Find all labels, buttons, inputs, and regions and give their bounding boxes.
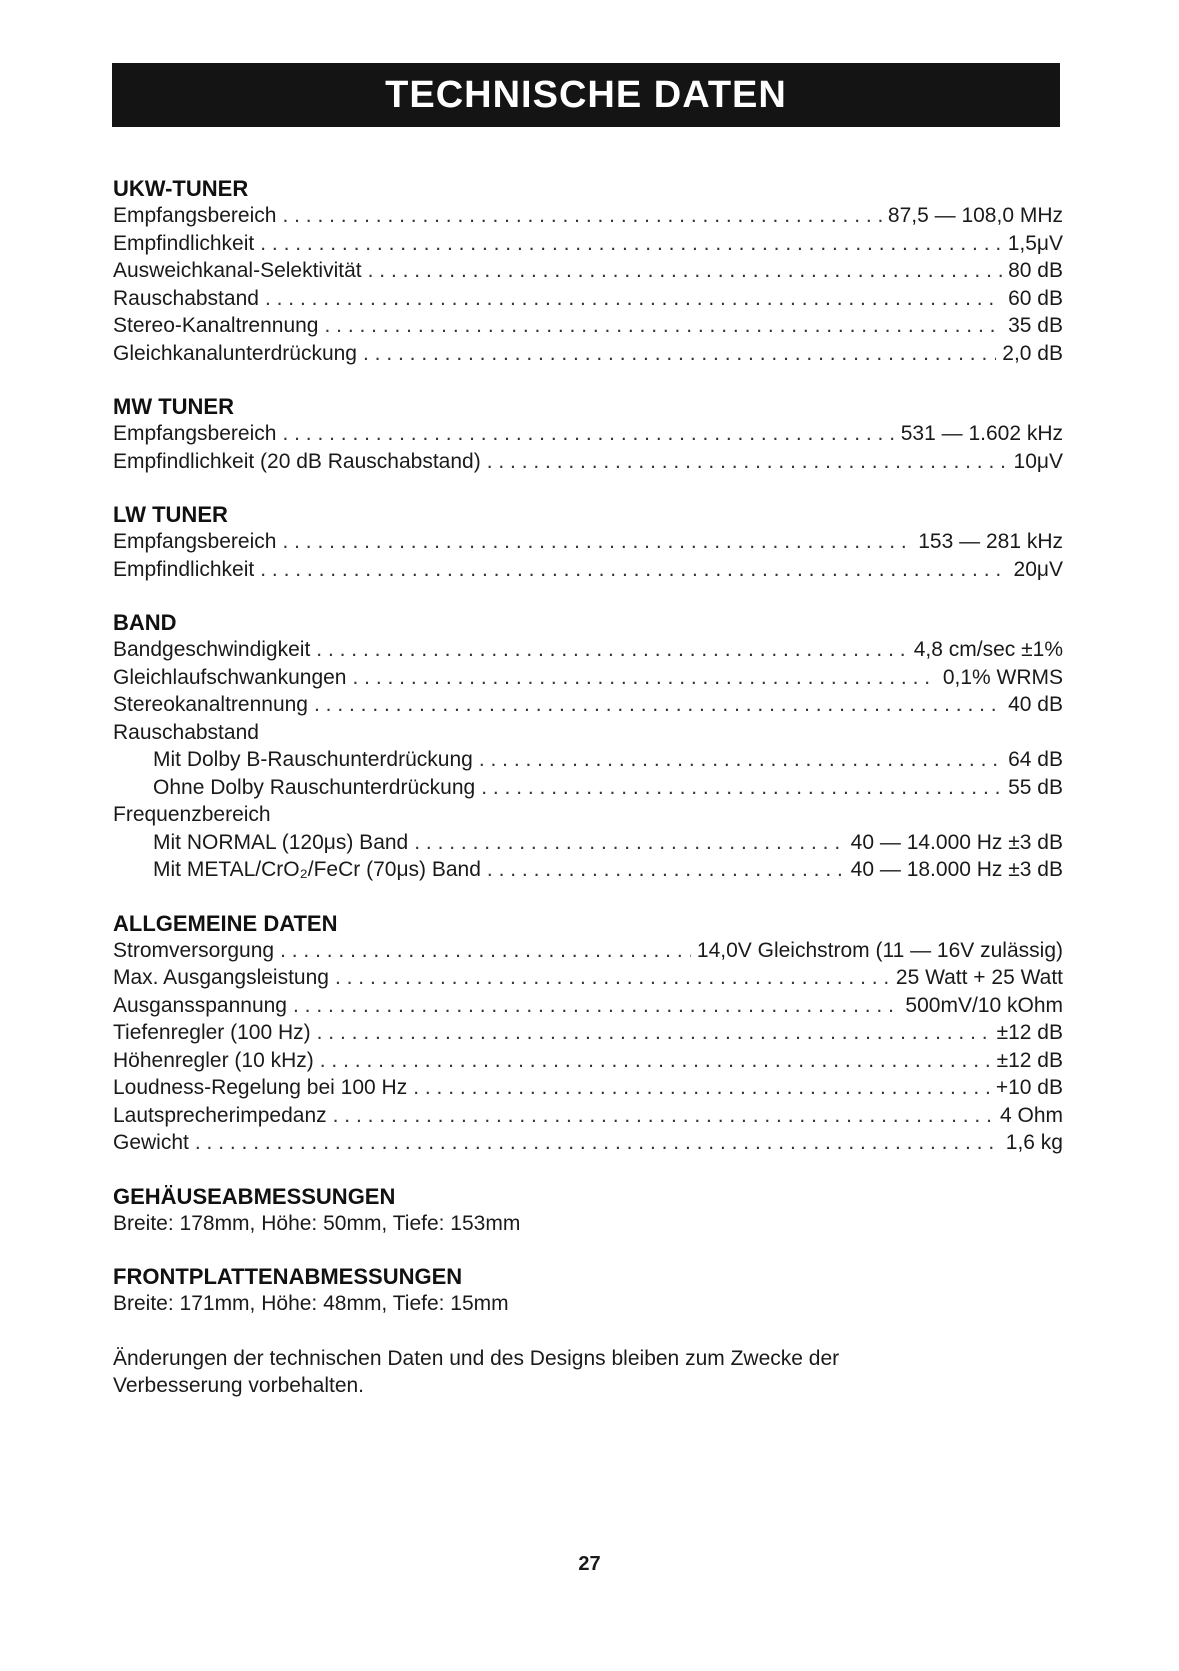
spec-value: 40 — 14.000 Hz ±3 dB: [850, 830, 1063, 854]
spec-row: [113, 556, 1063, 584]
dot-leader: [335, 964, 890, 992]
spec-row: [113, 230, 1063, 258]
spec-label: Mit Dolby B-Rauschunterdrückung: [153, 748, 473, 771]
dot-leader: [487, 448, 1008, 476]
spec-value: 4 Ohm: [999, 1103, 1063, 1127]
dot-leader: [195, 1129, 1000, 1157]
dot-leader: [280, 937, 691, 965]
spec-row: [113, 1129, 1063, 1157]
spec-row: [113, 202, 1063, 230]
dot-leader: [413, 1074, 990, 1102]
housing-dimensions: Breite: 178mm, Höhe: 50mm, Tiefe: 153mm: [113, 1211, 521, 1235]
spec-row: [113, 636, 1063, 664]
dot-leader: [260, 556, 1007, 584]
spec-value: 2,0 dB: [1002, 341, 1063, 365]
spec-value: 60 dB: [1008, 286, 1063, 310]
dot-leader: [363, 340, 996, 368]
spec-row: [113, 312, 1063, 340]
housing-heading: GEHÄUSEABMESSUNGEN: [113, 1183, 396, 1209]
spec-value: 80 dB: [1008, 259, 1063, 282]
spec-row: [113, 448, 1063, 476]
dot-leader: [481, 774, 1002, 802]
spec-value: 10μV: [1013, 449, 1063, 473]
spec-label: Rauschabstand: [113, 286, 259, 310]
spec-row: [113, 420, 1063, 448]
spec-section: [113, 176, 1063, 367]
spec-value: 4,8 cm/sec ±1%: [913, 638, 1063, 661]
disclaimer-note: Änderungen der technischen Daten und des Designs bleiben zum Zwecke der Verbesserung vorbehalten.: [113, 1346, 840, 1397]
spec-value: 0,1% WRMS: [942, 665, 1063, 689]
frontplate-dimensions: Breite: 171mm, Höhe: 48mm, Tiefe: 15mm: [113, 1292, 509, 1315]
section-heading: ALLGEMEINE DATEN: [113, 910, 338, 936]
spec-label: Stereo-Kanaltrennung: [113, 314, 319, 337]
spec-value: 1,5μV: [1007, 231, 1063, 255]
spec-section: [113, 911, 1063, 1157]
spec-value: 153 — 281 kHz: [918, 530, 1063, 553]
spec-row: [113, 1102, 1063, 1130]
housing-section: [113, 1184, 1063, 1238]
spec-row: [113, 340, 1063, 368]
dot-leader: [282, 202, 881, 230]
spec-row: [113, 774, 1063, 802]
dot-leader: [352, 664, 936, 692]
dot-leader: [333, 1102, 994, 1130]
spec-value: ±12 dB: [996, 1021, 1063, 1044]
spec-label: Ohne Dolby Rauschunterdrückung: [153, 775, 476, 799]
spec-row: [113, 285, 1063, 313]
spec-value: 55 dB: [1008, 775, 1063, 799]
spec-label: Loudness-Regelung bei 100 Hz: [113, 1076, 408, 1099]
dot-leader: [368, 257, 1002, 285]
spec-content: [113, 176, 1063, 1400]
spec-label: Empfindlichkeit: [113, 557, 255, 581]
dot-leader: [265, 285, 1002, 313]
dot-leader: [487, 856, 845, 884]
spec-label: Empfindlichkeit: [113, 231, 255, 255]
spec-value: 40 dB: [1008, 693, 1063, 716]
spec-row: [113, 829, 1063, 857]
spec-sections: [113, 176, 1063, 1157]
spec-value: 25 Watt + 25 Watt: [895, 966, 1063, 989]
title-banner: [112, 63, 1060, 127]
spec-row: [113, 691, 1063, 719]
section-heading: LW TUNER: [113, 502, 228, 527]
dot-leader: [320, 1047, 991, 1075]
spec-row: [113, 856, 1063, 884]
spec-row: [113, 1074, 1063, 1102]
spec-label: Bandgeschwindigkeit: [113, 638, 311, 661]
spec-row: [113, 664, 1063, 692]
spec-label: Gleichkanalunterdrückung: [113, 341, 357, 365]
dot-leader: [317, 1019, 991, 1047]
spec-label: Stromversorgung: [113, 938, 275, 962]
spec-label: Max. Ausgangsleistung: [113, 966, 329, 989]
page-number: 27: [578, 1553, 601, 1575]
spec-section: [113, 502, 1063, 583]
spec-row: [113, 528, 1063, 556]
spec-value: ±12 dB: [996, 1048, 1063, 1072]
spec-value: 64 dB: [1008, 748, 1063, 771]
spec-label: Rauschabstand: [113, 720, 259, 744]
spec-row: [113, 937, 1063, 965]
spec-row: [113, 746, 1063, 774]
spec-label: Mit METAL/CrO₂/FeCr (70μs) Band: [153, 858, 481, 881]
spec-label: Frequenzbereich: [113, 803, 271, 826]
section-heading: BAND: [113, 610, 177, 635]
spec-label: Höhenregler (10 kHz): [113, 1048, 314, 1072]
page-title: TECHNISCHE DATEN: [385, 73, 787, 116]
spec-label: Empfangsbereich: [113, 422, 277, 445]
spec-label: Stereokanaltrennung: [113, 693, 308, 716]
spec-row: [113, 1047, 1063, 1075]
spec-section: [113, 394, 1063, 475]
spec-value: +10 dB: [995, 1076, 1063, 1099]
spec-value: 531 — 1.602 kHz: [900, 422, 1063, 445]
spec-value: 35 dB: [1008, 314, 1063, 337]
dot-leader: [260, 230, 1001, 258]
frontplate-heading: FRONTPLATTENABMESSUNGEN: [113, 1264, 463, 1289]
frontplate-section: [113, 1264, 1063, 1318]
spec-row: [113, 992, 1063, 1020]
spec-value: 20μV: [1013, 557, 1063, 581]
spec-label: Mit NORMAL (120μs) Band: [153, 830, 409, 854]
spec-section: [113, 610, 1063, 884]
section-heading: MW TUNER: [113, 394, 234, 419]
spec-row: [113, 1019, 1063, 1047]
spec-row: [113, 257, 1063, 285]
spec-label: Gleichlaufschwankungen: [113, 665, 347, 689]
spec-label: Lautsprecherimpedanz: [113, 1103, 327, 1127]
spec-label: Empfangsbereich: [113, 530, 277, 553]
spec-label: Gewicht: [113, 1131, 189, 1154]
dot-leader: [324, 312, 1002, 340]
dot-leader: [282, 528, 912, 556]
spec-label: Tiefenregler (100 Hz): [113, 1021, 311, 1044]
spec-label: Empfangsbereich: [113, 204, 277, 227]
spec-row: [113, 964, 1063, 992]
spec-value: 40 — 18.000 Hz ±3 dB: [850, 858, 1063, 881]
spec-value: 87,5 — 108,0 MHz: [887, 204, 1063, 227]
dot-leader: [479, 746, 1002, 774]
spec-value: 14,0V Gleichstrom (11 — 16V zulässig): [696, 938, 1063, 962]
spec-row: [113, 801, 1063, 829]
dot-leader: [282, 420, 894, 448]
dot-leader: [316, 636, 907, 664]
spec-value: 1,6 kg: [1005, 1131, 1063, 1154]
spec-label: Empfindlichkeit (20 dB Rauschabstand): [113, 449, 481, 473]
section-heading: UKW-TUNER: [113, 176, 249, 201]
dot-leader: [293, 992, 899, 1020]
spec-row: [113, 719, 1063, 747]
spec-value: 500mV/10 kOhm: [905, 993, 1063, 1017]
dot-leader: [414, 829, 844, 857]
dot-leader: [314, 691, 1002, 719]
spec-label: Ausgansspannung: [113, 993, 287, 1017]
spec-label: Ausweichkanal-Selektivität: [113, 259, 362, 282]
